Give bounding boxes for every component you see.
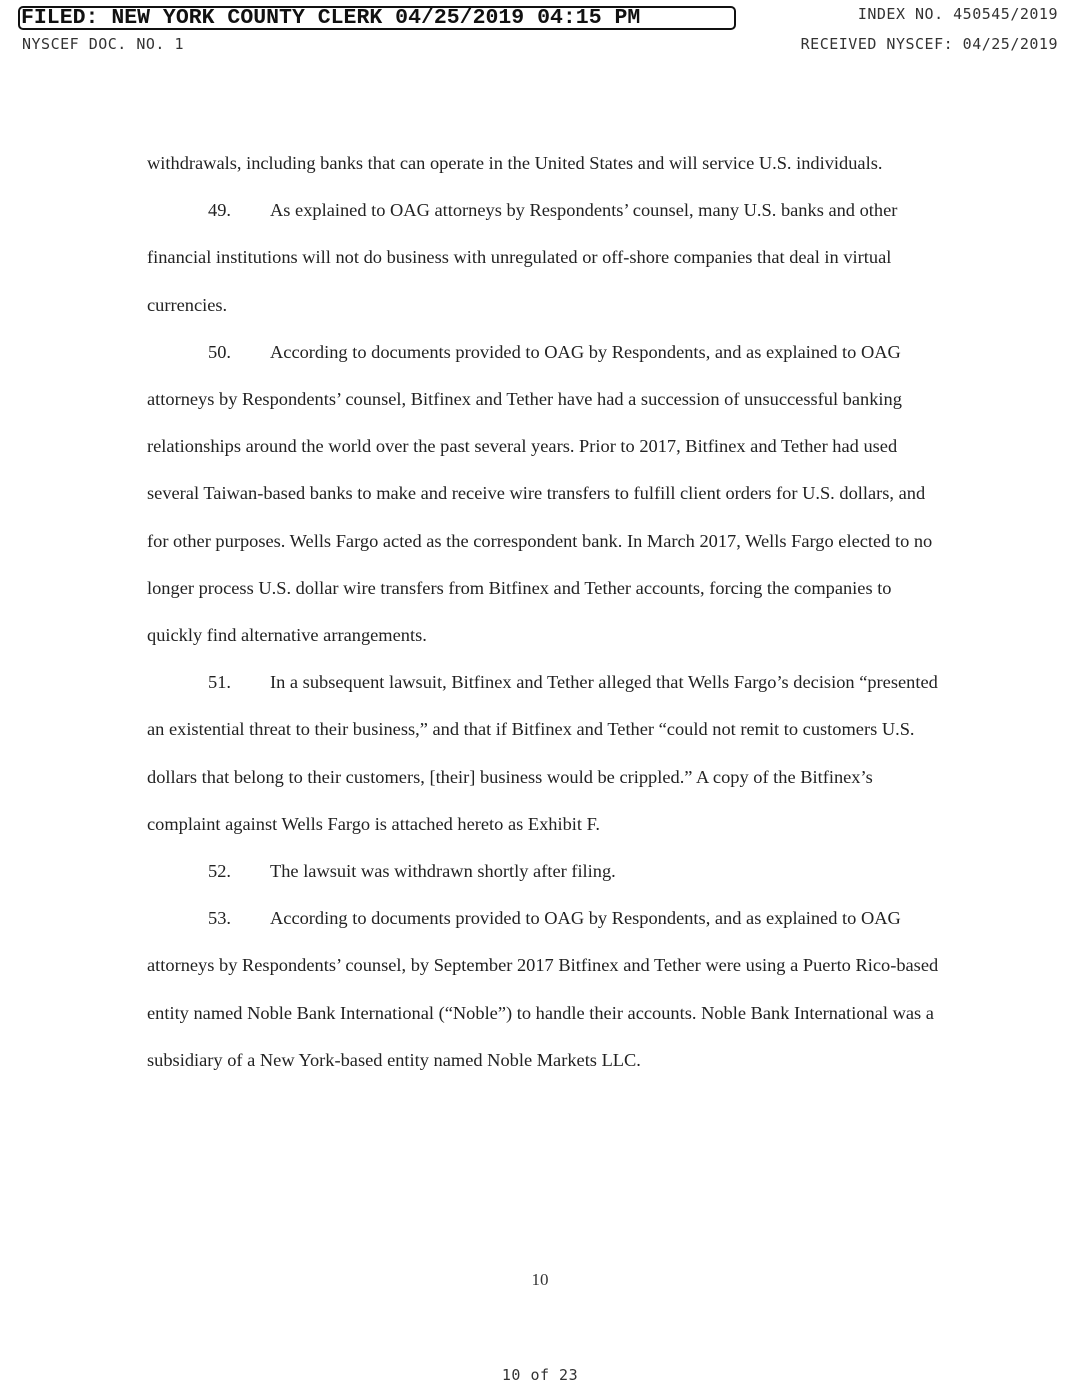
paragraph-text: The lawsuit was withdrawn shortly after filing.: [270, 861, 616, 882]
page-count-footer: 10 of 23: [501, 1366, 579, 1384]
paragraph-52: [147, 848, 947, 895]
paragraph-number: 51.: [208, 672, 231, 693]
paragraph-number: 52.: [208, 861, 231, 882]
document-body: [147, 140, 947, 1084]
paragraph-50: [147, 329, 947, 659]
paragraph-number: 49.: [208, 200, 231, 221]
paragraph-number: 50.: [208, 341, 231, 362]
continuation-paragraph: withdrawals, including banks that can operate in the United States and will service U.S. individuals.: [147, 153, 883, 173]
doc-number: NYSCEF DOC. NO. 1: [22, 35, 185, 53]
paragraph-text: According to documents provided to OAG by Respondents, and as explained to OAG attorneys by Respondents’ counsel, by September 2017 Bitfinex and Tether were using a Puerto Rico-based entity named Noble Bank International (“Noble”) to handle their accounts. Noble Bank International was a subsidiary of a New York-based entity named Noble Markets LLC.: [147, 908, 939, 1070]
paragraph-text: As explained to OAG attorneys by Respondents’ counsel, many U.S. banks and other financial institutions will not do business with unregulated or off-shore companies that deal in virtual currencies.: [147, 200, 898, 315]
page-number: 10: [531, 1270, 549, 1289]
paragraph-number: 53.: [208, 908, 231, 929]
paragraph-53: [147, 895, 947, 1084]
filed-stamp: FILED: NEW YORK COUNTY CLERK 04/25/2019 04:15 PM: [18, 6, 736, 30]
paragraph-51: [147, 659, 947, 848]
index-number: INDEX NO. 450545/2019: [857, 5, 1058, 23]
paragraph-text: In a subsequent lawsuit, Bitfinex and Tether alleged that Wells Fargo’s decision “presented an existential threat to their business,” and that if Bitfinex and Tether “could not remit to customers U.S. dollars that belong to their customers, [their] business would be crippled.” A copy of the Bitfinex’s complaint against Wells Fargo is attached hereto as Exhibit F.: [147, 672, 938, 834]
paragraph-text: According to documents provided to OAG by Respondents, and as explained to OAG attorneys by Respondents’ counsel, Bitfinex and Tether have had a succession of unsuccessful banking relationships around the world over the past several years. Prior to 2017, Bitfinex and Tether had used several Taiwan-based banks to make and receive wire transfers to fulfill client orders for U.S. dollars, and for other purposes. Wells Fargo acted as the correspondent bank. In March 2017, Wells Fargo elected to no longer process U.S. dollar wire transfers from Bitfinex and Tether accounts, forcing the companies to quickly find alternative arrangements.: [147, 341, 933, 646]
received-date: RECEIVED NYSCEF: 04/25/2019: [800, 35, 1058, 53]
paragraph-49: [147, 187, 947, 329]
